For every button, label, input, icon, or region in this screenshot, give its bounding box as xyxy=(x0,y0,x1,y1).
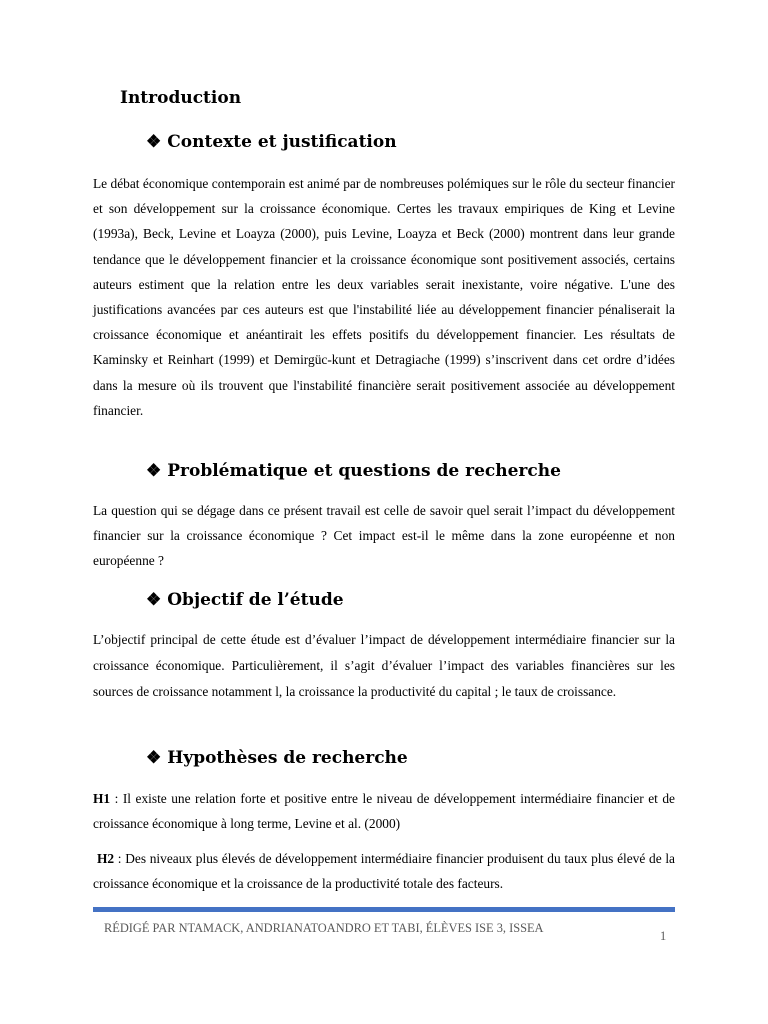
section-heading-contexte xyxy=(146,132,397,152)
diamond-bullet-icon: ❖ xyxy=(146,590,162,610)
section-heading-problematique xyxy=(146,461,561,481)
section-heading-hypotheses xyxy=(146,748,408,768)
objectif-paragraph: L’objectif principal de cette étude est d’évaluer l’impact de développement intermédiaire financier sur la croissance économique. Particulièrement, il s’agit d’évaluer l’impact des variables financières sur les sources de croissance notamment l, la croissance la productivité du capital ; le taux de croissance. xyxy=(93,632,675,699)
footer-authors: RÉDIGÉ PAR NTAMACK, ANDRIANATOANDRO ET TABI, ÉLÈVES ISE 3, ISSEA xyxy=(104,921,544,935)
introduction-heading: Introduction xyxy=(120,88,242,108)
hypothesis-h2-text: : Des niveaux plus élevés de développement intermédiaire financier produisent du taux plus élevé de la croissance économique et la croissance de la productivité totale des facteurs. xyxy=(93,851,675,891)
section-heading-objectif-label: Objectif de l’étude xyxy=(167,590,344,610)
hypothesis-h1-label: H1 xyxy=(93,791,111,806)
hypothesis-h1-text: : Il existe une relation forte et positive entre le niveau de développement intermédiaire financier et de croissance économique à long terme, Levine et al. (2000) xyxy=(93,791,675,831)
section-heading-objectif xyxy=(146,590,344,610)
section-heading-problematique-label: Problématique et questions de recherche xyxy=(167,461,561,481)
section-heading-hypotheses-label: Hypothèses de recherche xyxy=(167,748,408,768)
hypothesis-h1 xyxy=(93,786,675,836)
diamond-bullet-icon: ❖ xyxy=(146,132,162,152)
section-heading-contexte-label: Contexte et justification xyxy=(167,132,397,152)
diamond-bullet-icon: ❖ xyxy=(146,748,162,768)
problematique-paragraph: La question qui se dégage dans ce présent travail est celle de savoir quel serait l’impact du développement financier sur la croissance économique ? Cet impact est-il le même dans la zone européenne et non européenne ? xyxy=(93,503,675,569)
hypothesis-h2 xyxy=(93,846,675,896)
contexte-paragraph: Le débat économique contemporain est animé par de nombreuses polémiques sur le rôle du secteur financier et son développement sur la croissance économique. Certes les travaux empiriques de King et Levine (1993a), Beck, Levine et Loayza (2000), puis Levine, Loayza et Beck (2000) montrent dans leur grande tendance que le développement financier et la croissance économique sont positivement associés, certains auteurs estiment que la relation entre les deux variables serait inexistante, voire négative. L'une des justifications avancées par ces auteurs est que l'instabilité liée au développement financier pénaliserait la croissance économique et anéantirait les effets positifs du développement financier. Les résultats de Kaminsky et Reinhart (1999) et Demirgüc-kunt et Detragiache (1999) s’inscrivent dans cet ordre d’idées dans la mesure où ils trouvent que l'instabilité financière serait positivement associée au développement financier. xyxy=(93,176,675,418)
diamond-bullet-icon: ❖ xyxy=(146,461,162,481)
hypothesis-h2-label: H2 xyxy=(97,851,115,866)
footer-rule xyxy=(93,907,675,912)
page-number: 1 xyxy=(660,929,667,943)
